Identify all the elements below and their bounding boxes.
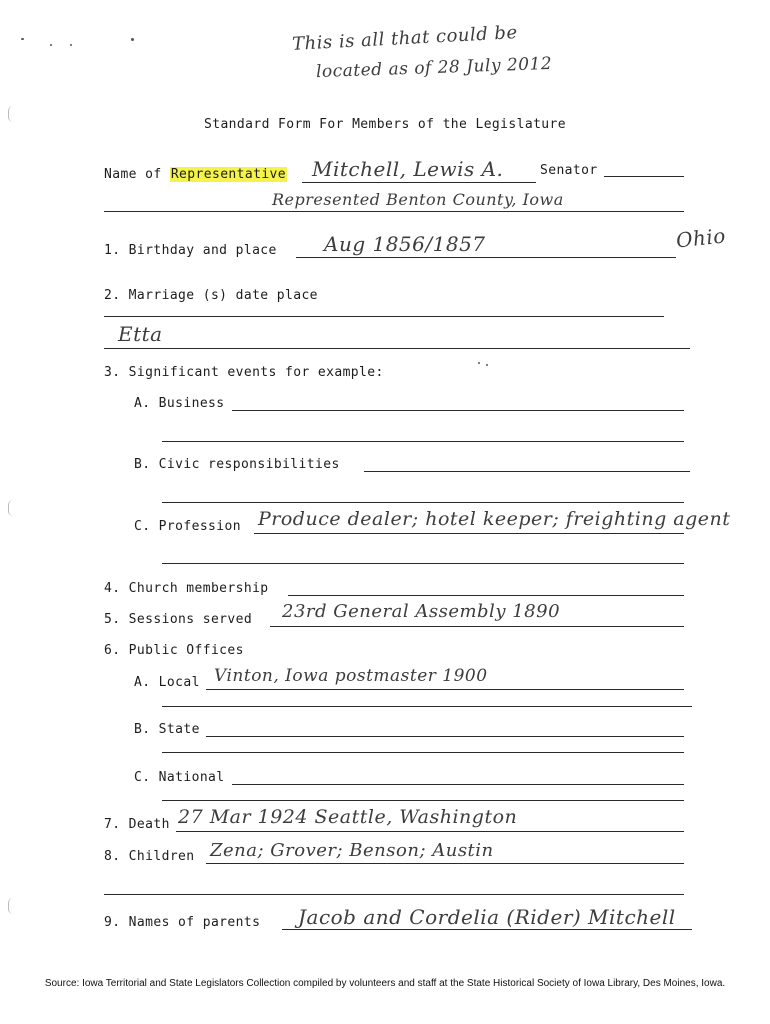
children-line-1	[206, 863, 684, 864]
scan-speck	[478, 362, 480, 364]
scan-mark	[8, 500, 13, 516]
local-line-1	[206, 689, 684, 690]
name-label	[104, 167, 287, 182]
state-line-2	[162, 752, 684, 753]
birthday-label: 1. Birthday and place	[104, 243, 277, 258]
name-underline	[302, 182, 536, 183]
business-line-2	[162, 441, 684, 442]
scan-speck	[21, 38, 24, 40]
national-label: C. National	[134, 770, 225, 785]
local-line-2	[162, 706, 692, 707]
children-line-2	[104, 894, 684, 895]
state-label: B. State	[134, 722, 200, 737]
sessions-underline	[270, 626, 684, 627]
civic-line-2	[162, 502, 684, 503]
parents-underline	[282, 929, 692, 930]
scan-mark	[8, 898, 13, 914]
scan-speck	[50, 44, 52, 46]
civic-line-1	[364, 471, 690, 472]
profession-value: Produce dealer; hotel keeper; freighting agent	[258, 508, 731, 530]
handwritten-note-line-1: This is all that could be	[291, 22, 519, 55]
death-value: 27 Mar 1924 Seattle, Washington	[178, 806, 518, 828]
children-value: Zena; Grover; Benson; Austin	[210, 840, 494, 861]
birthplace-value: Ohio	[674, 223, 727, 253]
business-line-1	[232, 410, 684, 411]
profession-line-1	[254, 533, 684, 534]
name-second-line	[104, 211, 684, 212]
source-footer: Source: Iowa Territorial and State Legislators Collection compiled by volunteers and staff at the State Historical Society of Iowa Library, Des Moines, Iowa.	[44, 978, 726, 989]
scan-speck	[131, 38, 134, 41]
form-title: Standard Form For Members of the Legislature	[204, 117, 566, 132]
scan-mark	[8, 106, 13, 122]
sessions-value: 23rd General Assembly 1890	[282, 601, 561, 622]
church-label: 4. Church membership	[104, 581, 269, 596]
marriage-value: Etta	[118, 322, 163, 346]
civic-label: B. Civic responsibilities	[134, 457, 340, 472]
senator-label: Senator	[540, 163, 598, 178]
national-line-2	[162, 800, 684, 801]
national-line-1	[232, 784, 684, 785]
sessions-label: 5. Sessions served	[104, 612, 253, 627]
scan-speck	[486, 364, 488, 366]
business-label: A. Business	[134, 396, 225, 411]
state-line-1	[206, 736, 684, 737]
marriage-label: 2. Marriage (s) date place	[104, 288, 318, 303]
death-underline	[176, 831, 684, 832]
handwritten-note-line-2: located as of 28 July 2012	[315, 53, 553, 83]
church-underline	[288, 595, 684, 596]
name-note: Represented Benton County, Iowa	[272, 190, 564, 209]
children-label: 8. Children	[104, 849, 195, 864]
local-value: Vinton, Iowa postmaster 1900	[214, 666, 488, 686]
scan-speck	[70, 44, 72, 46]
local-label: A. Local	[134, 675, 200, 690]
marriage-line-2	[104, 348, 690, 349]
public-offices-label: 6. Public Offices	[104, 643, 244, 658]
death-label: 7. Death	[104, 817, 170, 832]
parents-label: 9. Names of parents	[104, 915, 261, 930]
parents-value: Jacob and Cordelia (Rider) Mitchell	[298, 905, 676, 929]
marriage-line-1	[104, 316, 664, 317]
profession-line-2	[162, 563, 684, 564]
name-value: Mitchell, Lewis A.	[312, 157, 504, 181]
birthday-underline	[296, 257, 676, 258]
birthday-value: Aug 1856/1857	[324, 232, 486, 256]
senator-underline	[604, 176, 684, 177]
name-label-prefix: Name of	[104, 167, 170, 182]
significant-events-label: 3. Significant events for example:	[104, 365, 384, 380]
representative-highlight: Representative	[170, 167, 287, 182]
profession-label: C. Profession	[134, 519, 241, 534]
